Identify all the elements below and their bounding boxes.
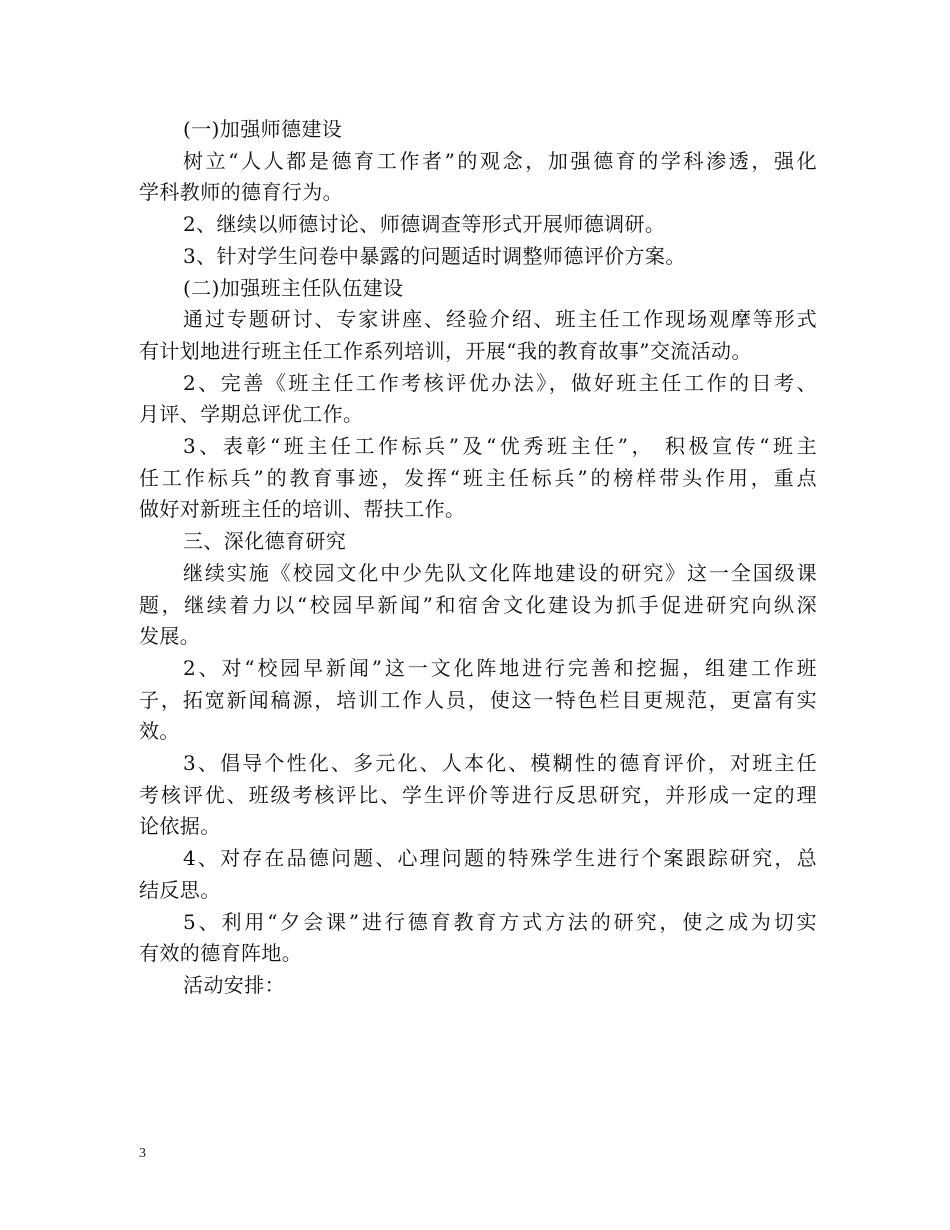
text-line: 2、继续以师德讨论、师德调查等形式开展师德调研。 [183,212,666,237]
text-line: 任工作标兵”的教育事迹，发挥“班主任标兵”的榜样带头作用，重点 [139,465,817,490]
text-line: 5、利用“夕会课”进行德育教育方式方法的研究，使之成为切实 [183,909,817,934]
text-line: 有计划地进行班主任工作系列培训，开展“我的教育故事”交流活动。 [139,338,752,363]
paragraph [139,653,817,748]
text-line: 2、完善《班主任工作考核评优办法》，做好班主任工作的日考、 [183,370,817,395]
text-line: 有效的德育阵地。 [139,941,303,966]
text-line: 树立“人人都是德育工作者”的观念，加强德育的学科渗透，强化 [183,148,817,173]
paragraph [139,526,817,558]
text-line: 三、深化德育研究 [183,529,347,554]
text-line: 4、对存在品德问题、心理问题的特殊学生进行个案跟踪研究，总 [183,846,817,871]
text-line: (二)加强班主任队伍建设 [183,275,404,300]
text-line: 做好对新班主任的培训、帮扶工作。 [139,497,466,522]
paragraph [139,558,817,653]
text-line: 题，继续着力以“校园早新闻”和宿舍文化建设为抓手促进研究向纵深 [139,592,817,617]
text-line: 继续实施《校园文化中少先队文化阵地建设的研究》这一全国级课 [183,560,817,585]
paragraph [139,843,817,906]
text-line: 结反思。 [139,877,221,902]
paragraph [139,970,817,1002]
paragraph [139,368,817,431]
text-line: 3、针对学生问卷中暴露的问题适时调整师德评价方案。 [183,243,686,268]
paragraph [139,304,817,367]
text-line: 论依据。 [139,814,221,839]
paragraph [139,748,817,843]
text-line: 考核评优、班级考核评比、学生评价等进行反思研究，并形成一定的理 [139,782,817,807]
text-line: 学科教师的德育行为。 [139,180,343,205]
text-line: 发展。 [139,624,201,649]
paragraph [139,114,817,146]
page-number: 3 [139,1146,146,1161]
paragraph [139,273,817,305]
text-line: 活动安排： [183,972,285,997]
paragraph [139,209,817,241]
text-line: 效。 [139,719,180,744]
text-line: 2、对“校园早新闻”这一文化阵地进行完善和挖掘，组建工作班 [183,655,817,680]
text-line: (一)加强师德建设 [183,117,343,141]
text-line: 通过专题研讨、专家讲座、经验介绍、班主任工作现场观摩等形式 [183,307,817,332]
text-line: 3、表彰“班主任工作标兵”及“优秀班主任”， 积极宣传“班主 [183,434,817,459]
text-line: 子，拓宽新闻稿源，培训工作人员，使这一特色栏目更规范，更富有实 [139,687,817,712]
text-line: 3、倡导个性化、多元化、人本化、模糊性的德育评价，对班主任 [183,751,817,776]
document-body [139,114,817,1002]
paragraph [139,907,817,970]
paragraph [139,146,817,209]
paragraph [139,431,817,526]
text-line: 月评、学期总评优工作。 [139,402,364,427]
paragraph [139,241,817,273]
